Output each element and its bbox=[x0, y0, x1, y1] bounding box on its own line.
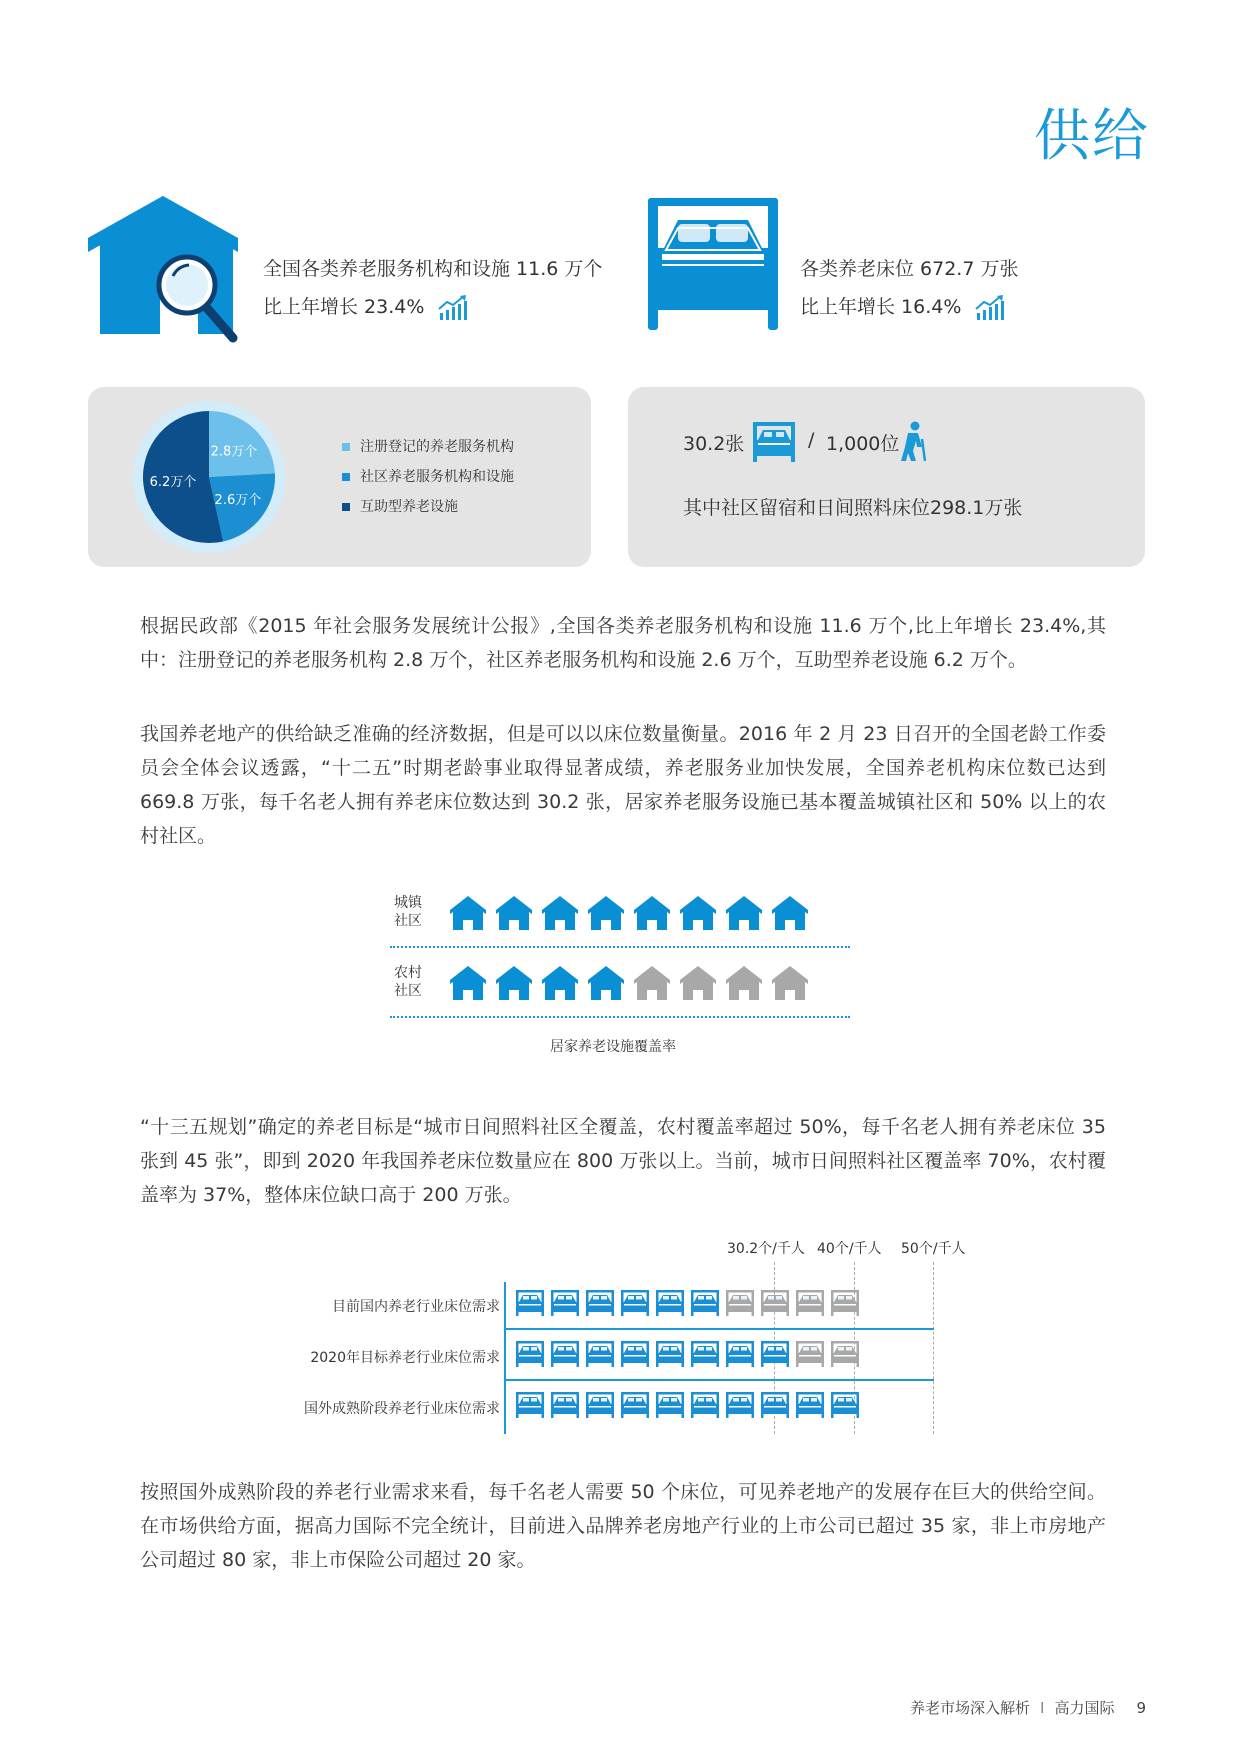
house-icon bbox=[634, 896, 670, 930]
facilities-pie-chart bbox=[131, 399, 287, 555]
axis-line bbox=[504, 1282, 506, 1434]
row-separator bbox=[504, 1328, 934, 1330]
beds-per-thousand: 30.2张 bbox=[683, 433, 745, 455]
facilities-breakdown-panel bbox=[88, 387, 591, 567]
legend-item-mutual-aid: 互助型养老设施 bbox=[342, 496, 458, 516]
bed-icon bbox=[621, 1290, 649, 1316]
bed-icon bbox=[586, 1392, 614, 1418]
bed-icon bbox=[726, 1341, 754, 1367]
page-number: 9 bbox=[1136, 1699, 1146, 1717]
trend-up-icon bbox=[438, 295, 468, 321]
bed-icon bbox=[796, 1290, 824, 1316]
legend-swatch-mid bbox=[342, 473, 350, 481]
bed-icon bbox=[656, 1290, 684, 1316]
bed-icon bbox=[796, 1341, 824, 1367]
bed-icon bbox=[586, 1341, 614, 1367]
paragraph-13th-plan: “十三五规划”确定的养老目标是“城市日间照料社区全覆盖，农村覆盖率超过 50%，每千名老人拥有养老床位 35 张到 45 张”，即到 2020 年我国养老床位数量应在 800 万张以上。当前，城市日间照料社区覆盖率 70%，农村覆盖率为 37%，整体床位缺口高于 200 万张。 bbox=[140, 1116, 1106, 1206]
bed-icon bbox=[726, 1392, 754, 1418]
legend-item-registered: 注册登记的养老服务机构 bbox=[342, 436, 514, 456]
beds-growth bbox=[800, 292, 1005, 321]
beds-ratio-panel bbox=[628, 387, 1145, 567]
row-label-current: 目前国内养老行业床位需求 bbox=[332, 1299, 500, 1315]
house-icon bbox=[680, 896, 716, 930]
bed-demand-chart bbox=[260, 1238, 980, 1438]
house-icon bbox=[726, 966, 762, 1000]
bed-icon bbox=[516, 1341, 544, 1367]
legend-swatch-dark bbox=[342, 503, 350, 511]
bed-icon bbox=[831, 1392, 859, 1418]
bed-icon bbox=[831, 1290, 859, 1316]
house-search-icon bbox=[88, 196, 238, 351]
house-icon bbox=[542, 896, 578, 930]
paragraph-supply: 我国养老地产的供给缺乏准确的经济数据，但是可以以床位数量衡量。2016 年 2 月 23 日召开的全国老龄工作委员会全体会议透露，“十二五”时期老龄事业取得显著成绩，养老服务业加快发展，全国养老机构床位数已达到 669.8 万张，每千名老人拥有养老床位数达到 30.2 张，居家养老服务设施已基本覆盖城镇社区和 50% 以上的农村社区。 bbox=[140, 723, 1106, 847]
facilities-growth bbox=[263, 292, 468, 321]
footer-separator: I bbox=[1040, 1699, 1045, 1717]
legend-swatch-light bbox=[342, 443, 350, 451]
bed-icon bbox=[621, 1341, 649, 1367]
bed-icon bbox=[691, 1290, 719, 1316]
house-icon bbox=[772, 896, 808, 930]
house-icon bbox=[496, 896, 532, 930]
house-icon bbox=[588, 966, 624, 1000]
coverage-chart-caption: 居家养老设施覆盖率 bbox=[550, 1039, 676, 1055]
pie-label: 6.2万个 bbox=[149, 474, 197, 490]
bed-icon bbox=[551, 1392, 579, 1418]
rural-coverage-row bbox=[450, 966, 850, 1002]
bed-icon bbox=[516, 1392, 544, 1418]
house-icon bbox=[726, 896, 762, 930]
row-label-2020: 2020年目标养老行业床位需求 bbox=[310, 1350, 500, 1366]
label-40: 40个/千人 bbox=[817, 1241, 882, 1257]
facilities-total: 全国各类养老服务机构和设施 11.6 万个 bbox=[263, 258, 603, 280]
house-icon bbox=[542, 966, 578, 1000]
bed-icon bbox=[516, 1290, 544, 1316]
bed-icon bbox=[586, 1290, 614, 1316]
paragraph-market: 按照国外成熟阶段的养老行业需求来看，每千名老人需要 50 个床位，可见养老地产的发展存在巨大的供给空间。在市场供给方面，据高力国际不完全统计，目前进入品牌养老房地产行业的上市公司已超过 35 家，非上市房地产公司超过 80 家，非上市保险公司超过 20 家。 bbox=[140, 1481, 1106, 1571]
label-50: 50个/千人 bbox=[901, 1241, 966, 1257]
row-label-mature: 国外成熟阶段养老行业床位需求 bbox=[304, 1401, 500, 1417]
legend-item-community: 社区养老服务机构和设施 bbox=[342, 466, 514, 486]
bed-icon bbox=[621, 1392, 649, 1418]
house-icon bbox=[450, 896, 486, 930]
urban-community-label: 城镇 社区 bbox=[394, 895, 422, 929]
bed-icon bbox=[726, 1290, 754, 1316]
ratio-slash: / bbox=[808, 429, 815, 451]
elderly-person-icon bbox=[900, 421, 926, 461]
bed-icon bbox=[691, 1341, 719, 1367]
facilities-growth-text: 比上年增长 23.4% bbox=[263, 296, 425, 318]
target-2020-row bbox=[516, 1337, 936, 1371]
bed-icon bbox=[656, 1392, 684, 1418]
current-demand-row bbox=[516, 1286, 936, 1320]
bed-icon bbox=[691, 1392, 719, 1418]
bed-icon bbox=[648, 198, 778, 330]
community-beds-note: 其中社区留宿和日间照料床位298.1万张 bbox=[683, 497, 1023, 519]
bed-icon bbox=[551, 1290, 579, 1316]
bed-icon bbox=[551, 1341, 579, 1367]
house-icon bbox=[588, 896, 624, 930]
beds-growth-text: 比上年增长 16.4% bbox=[800, 296, 962, 318]
bed-icon bbox=[656, 1341, 684, 1367]
bed-icon bbox=[761, 1392, 789, 1418]
bed-icon bbox=[761, 1290, 789, 1316]
bed-icon bbox=[831, 1341, 859, 1367]
page-footer bbox=[910, 1697, 1146, 1718]
footer-company: 高力国际 bbox=[1054, 1699, 1115, 1717]
bed-icon bbox=[753, 422, 795, 462]
page-title: 供给 bbox=[1034, 104, 1150, 169]
footer-report-title: 养老市场深入解析 bbox=[909, 1699, 1030, 1717]
coverage-chart bbox=[390, 890, 850, 1060]
per-people: 1,000位 bbox=[826, 433, 900, 455]
bed-icon bbox=[761, 1341, 789, 1367]
urban-coverage-row bbox=[450, 896, 850, 932]
row-separator bbox=[504, 1379, 934, 1381]
trend-up-icon bbox=[975, 295, 1005, 321]
pie-label: 2.8万个 bbox=[210, 444, 258, 460]
rural-community-label: 农村 社区 bbox=[394, 965, 422, 999]
divider bbox=[390, 1016, 850, 1018]
house-icon bbox=[680, 966, 716, 1000]
mature-market-row bbox=[516, 1388, 936, 1422]
house-icon bbox=[772, 966, 808, 1000]
paragraph-statistics: 根据民政部《2015 年社会服务发展统计公报》,全国各类养老服务机构和设施 11.6 万个,比上年增长 23.4%,其中：注册登记的养老服务机构 2.8 万个，社区养老服务机构和设施 2.6 万个，互助型养老设施 6.2 万个。 bbox=[140, 615, 1106, 671]
house-icon bbox=[496, 966, 532, 1000]
label-30-2: 30.2个/千人 bbox=[727, 1241, 805, 1257]
beds-total: 各类养老床位 672.7 万张 bbox=[800, 258, 1019, 280]
house-icon bbox=[450, 966, 486, 1000]
house-icon bbox=[634, 966, 670, 1000]
pie-label: 2.6万个 bbox=[214, 492, 262, 508]
bed-icon bbox=[796, 1392, 824, 1418]
divider bbox=[390, 946, 850, 948]
